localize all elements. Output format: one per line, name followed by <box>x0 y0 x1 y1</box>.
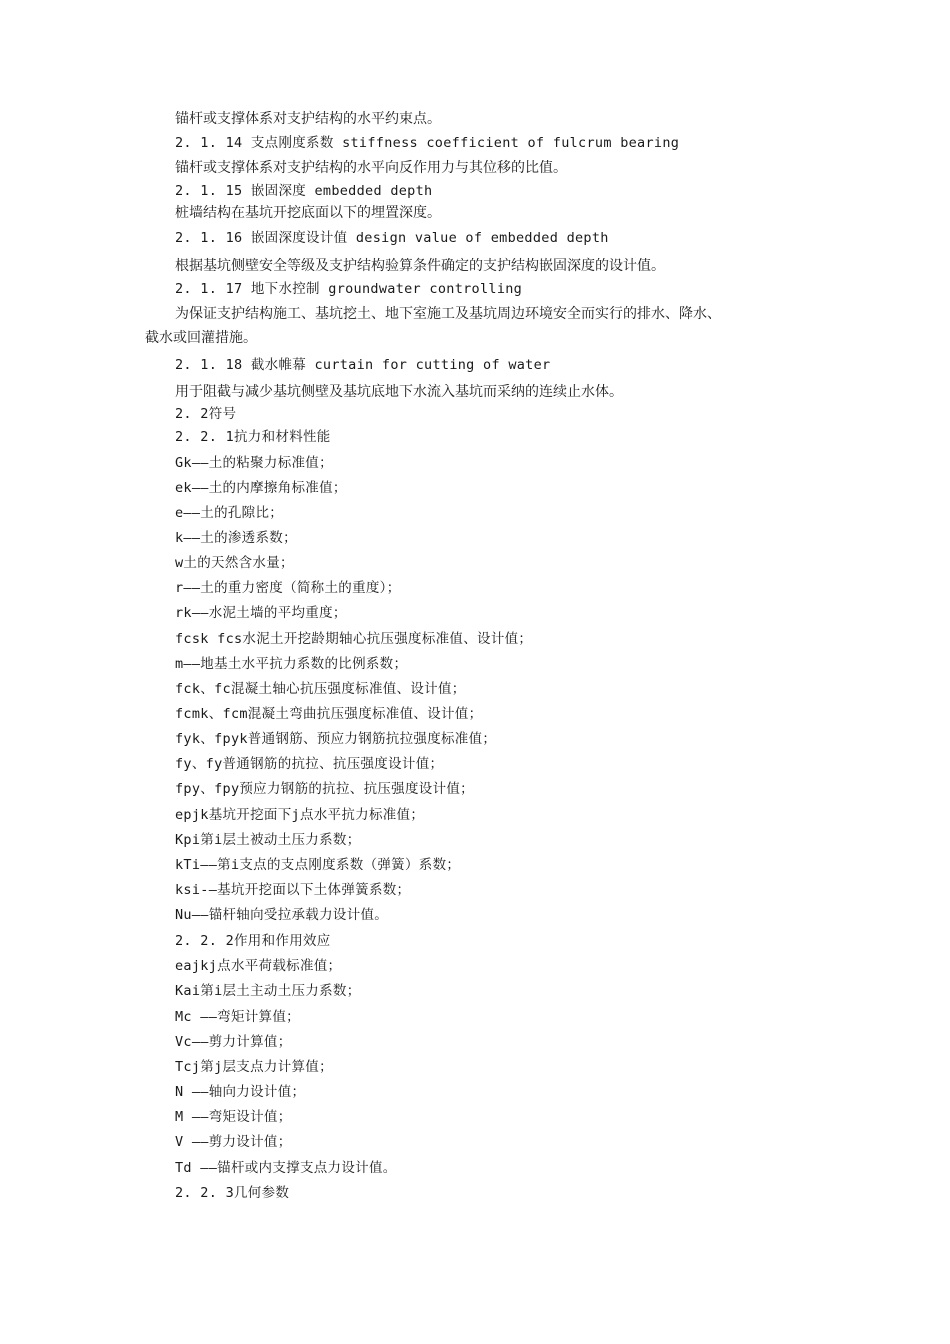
symbol-line: epjk基坑开挖面下j点水平抗力标准值； <box>175 807 425 823</box>
symbol-line: Kai第i层土主动土压力系数； <box>175 983 361 999</box>
text-line: 为保证支护结构施工、基坑挖土、地下室施工及基坑周边环境安全而实行的排水、降水、 <box>175 306 721 322</box>
text-line: 根据基坑侧壁安全等级及支护结构验算条件确定的支护结构嵌固深度的设计值。 <box>175 258 665 274</box>
symbol-line: ksi-—基坑开挖面以下土体弹簧系数； <box>175 882 411 898</box>
symbol-line: Tcj第j层支点力计算值； <box>175 1059 333 1075</box>
symbol-line: rk——水泥土墙的平均重度； <box>175 605 347 621</box>
section-heading: 2. 2. 1抗力和材料性能 <box>175 429 331 445</box>
section-heading: 2. 1. 14 支点刚度系数 stiffness coefficient of fulcrum bearing <box>175 135 680 151</box>
symbol-line: fck、fc混凝土轴心抗压强度标准值、设计值； <box>175 681 466 697</box>
symbol-line: w土的天然含水量； <box>175 555 294 571</box>
symbol-line: V ——剪力设计值； <box>175 1134 292 1150</box>
symbol-line: r——土的重力密度（简称土的重度）； <box>175 580 401 596</box>
symbol-line: fcsk fcs水泥土开挖龄期轴心抗压强度标准值、设计值； <box>175 631 533 647</box>
symbol-line: ek——土的内摩擦角标准值； <box>175 480 347 496</box>
section-heading: 2. 2. 2作用和作用效应 <box>175 933 331 949</box>
symbol-line: fpy、fpy预应力钢筋的抗拉、抗压强度设计值； <box>175 781 474 797</box>
section-heading: 2. 1. 16 嵌固深度设计值 design value of embedded depth <box>175 230 609 246</box>
symbol-line: fyk、fpyk普通钢筋、预应力钢筋抗拉强度标准值； <box>175 731 497 747</box>
symbol-line: kTi——第i支点的支点刚度系数（弹簧）系数； <box>175 857 461 873</box>
symbol-line: fcmk、fcm混凝土弯曲抗压强度标准值、设计值； <box>175 706 483 722</box>
section-heading: 2. 2符号 <box>175 406 237 422</box>
symbol-line: e——土的孔隙比； <box>175 505 284 521</box>
section-heading: 2. 1. 17 地下水控制 groundwater controlling <box>175 281 523 297</box>
symbol-line: Vc——剪力计算值； <box>175 1034 292 1050</box>
symbol-line: Td ——锚杆或内支撑支点力设计值。 <box>175 1160 397 1176</box>
symbol-line: eajkj点水平荷载标准值； <box>175 958 342 974</box>
symbol-line: fy、fy普通钢筋的抗拉、抗压强度设计值； <box>175 756 444 772</box>
symbol-line: k——土的渗透系数； <box>175 530 297 546</box>
text-line: 锚杆或支撑体系对支护结构的水平向反作用力与其位移的比值。 <box>175 160 567 176</box>
symbol-line: M ——弯矩设计值； <box>175 1109 292 1125</box>
text-line: 截水或回灌措施。 <box>145 330 257 346</box>
section-heading: 2. 2. 3几何参数 <box>175 1185 290 1201</box>
text-line: 用于阻截与减少基坑侧壁及基坑底地下水流入基坑而采纳的连续止水体。 <box>175 384 623 400</box>
symbol-line: Gk——土的粘聚力标准值； <box>175 455 333 471</box>
symbol-line: Mc ——弯矩计算值； <box>175 1009 300 1025</box>
text-line: 锚杆或支撑体系对支护结构的水平约束点。 <box>175 111 441 127</box>
symbol-line: N ——轴向力设计值； <box>175 1084 306 1100</box>
section-heading: 2. 1. 15 嵌固深度 embedded depth <box>175 183 433 199</box>
symbol-line: Nu——锚杆轴向受拉承载力设计值。 <box>175 907 389 923</box>
symbol-line: Kpi第i层土被动土压力系数； <box>175 832 361 848</box>
text-line: 桩墙结构在基坑开挖底面以下的埋置深度。 <box>175 205 441 221</box>
symbol-line: m——地基土水平抗力系数的比例系数； <box>175 656 408 672</box>
section-heading: 2. 1. 18 截水帷幕 curtain for cutting of water <box>175 357 551 373</box>
